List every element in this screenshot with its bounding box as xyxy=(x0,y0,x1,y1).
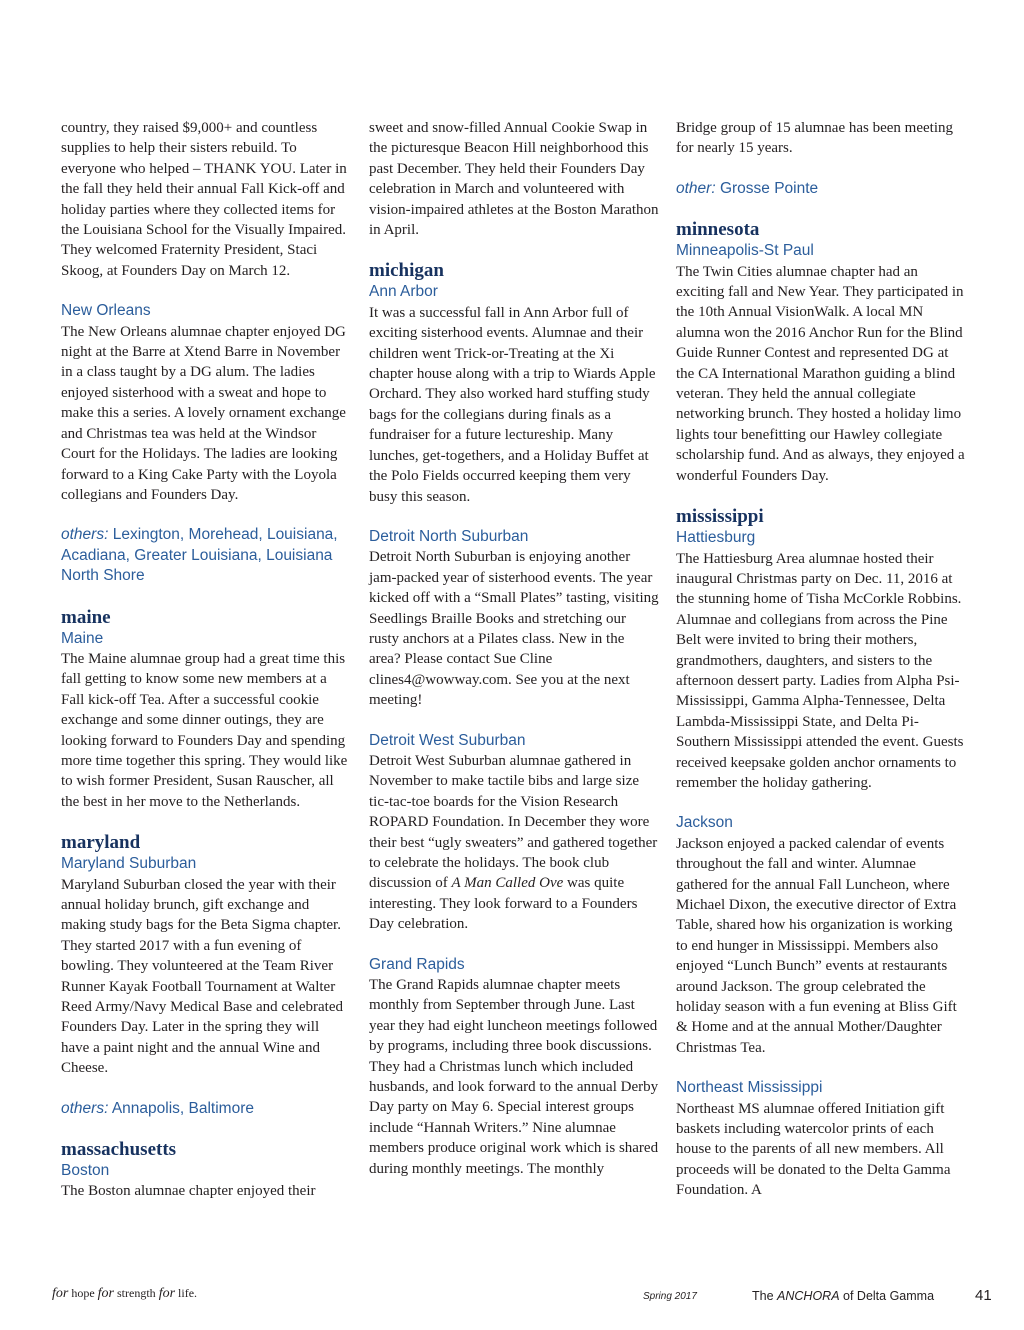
magazine-name: ANCHORA xyxy=(777,1289,840,1303)
state-heading-maine: maine xyxy=(61,606,111,628)
paragraph: It was a successful fall in Ann Arbor full of exciting sisterhood events. Alumnae and their children went Trick-or-Treating at the Xi chapter house along with a trip to Wiards Apple Orchard. They also worked hard stuffing study bags for the collegians during finals as a fundraiser for a future lectureship. Many lunches, get-togethers, and a Holiday Buffet at the Polo Fields occurred keeping them very busy this season. xyxy=(369,304,656,505)
tagline-for: for xyxy=(97,1286,115,1301)
chapter-title-detroit-west-suburban: Detroit West Suburban xyxy=(369,731,526,749)
chapter-title-ann-arbor: Ann Arbor xyxy=(369,283,438,301)
chapter-title-boston: Boston xyxy=(61,1162,110,1180)
paragraph: The New Orleans alumnae chapter enjoyed DG night at the Barre at Xtend Barre in November in a class taught by a DG alum. The ladies enjoyed sisterhood with a sweat and hope to make this a series. A lovely ornament exchange and Christmas tea was held at the Windsor Court for the Holidays. The ladies are looking forward to a King Cake Party with the Loyola collegians and Founders Day. xyxy=(61,323,346,503)
tagline-for: for xyxy=(52,1286,69,1301)
tagline-life: life. xyxy=(178,1286,198,1300)
chapter-title-new-orleans: New Orleans xyxy=(61,302,151,320)
paragraph: The Hattiesburg Area alumnae hosted their inaugural Christmas party on Dec. 11, 2016 at the stunning home of Tisha McCorkle Robbins. Alumnae and collegians from across the Pine Belt were invited to bring their mothers, grandmothers, daughters, and sisters to the afternoon dessert party. Ladies from Alpha Psi-Mississippi, Gamma Alpha-Tennessee, Delta Lambda-Mississippi State, and Delta Pi-Southern Mississippi attended the event. Guests received keepsake golden anchor ornaments to remember the holiday gathering. xyxy=(676,550,964,791)
others-list: Grosse Pointe xyxy=(719,179,819,197)
state-heading-maryland: maryland xyxy=(61,832,141,854)
paragraph: Jackson enjoyed a packed calendar of events throughout the fall and winter. Alumnae gathered for the annual Fall Luncheon, where Michael Dixon, the executive director of Extra Table, shared how his organization is working to end hunger in Mississippi. Members also enjoyed “Lunch Bunch” events at restaurants around Jackson. The group celebrated the holiday season with a fun evening at Bliss Gift & Home and at the annual Mother/Daughter Christmas Tea. xyxy=(676,835,957,1056)
state-heading-mississippi: mississippi xyxy=(676,506,764,528)
state-heading-massachusetts: massachusetts xyxy=(61,1139,177,1161)
others-label: other: xyxy=(676,179,716,197)
paragraph: The Grand Rapids alumnae chapter meets monthly from September through June. Last year they had eight luncheon meetings followed by programs, including three book discussions. They had a Christmas lunch which included husbands, and look forward to the annual Derby Day party on May 6. Special interest groups include “Hannah Writers.” Nine alumnae members produce original work which is shared during monthly meetings. The monthly xyxy=(369,977,659,1177)
text-run: was quite interesting. They look forward to a Founders Day celebration. xyxy=(369,875,638,933)
state-heading-minnesota: minnesota xyxy=(676,219,760,241)
other-chapters-louisiana xyxy=(61,525,351,586)
tagline-for: for xyxy=(158,1286,176,1301)
other-chapters-michigan xyxy=(676,179,966,199)
chapter-title-detroit-north-suburban: Detroit North Suburban xyxy=(369,527,529,545)
tagline-hope: hope xyxy=(71,1286,95,1300)
state-heading-michigan: michigan xyxy=(369,260,444,282)
others-label: others: xyxy=(61,526,109,544)
paragraph: The Maine alumnae group had a great time this fall getting to know some new members at a Fall kick-off Tea. After a successful cookie exchange and some dinner outings, they are looking forward to Founders Day and spending more time together this spring. They would like to wish former President, Susan Rauscher, all the best in her move to the Netherlands. xyxy=(61,650,348,810)
chapter-title-maine: Maine xyxy=(61,629,104,647)
paragraph: The Twin Cities alumnae chapter had an exciting fall and New Year. They participated in the 10th Annual VisionWalk. A local MN alumna won the 2016 Anchor Run for the Blind Guide Runner Contest and represented DG at the CA International Marathon guiding a blind veteran. They held the annual collegiate networking brunch. They hosted a holiday limo lights tour benefitting our Hawley collegiate scholarship fund. And as always, they enjoyed a wonderful Founders Day. xyxy=(676,263,965,484)
paragraph: Maryland Suburban closed the year with their annual holiday brunch, gift exchange and making study bags for the Beta Sigma chapter. They started 2017 with a fun evening of bowling. They volunteered at the Team River Runner Kayak Football Tournament at Walter Reed Army/Navy Medical Base and celebrated Founders Day. Later in the spring they will have a paint night and the annual Wine and Cheese. xyxy=(61,876,343,1077)
paragraph: sweet and snow-filled Annual Cookie Swap in the picturesque Beacon Hill neighborhood this past December. They held their Founders Day celebration in March and volunteered with vision-impaired athletes at the Boston Marathon in April. xyxy=(369,120,659,239)
paragraph xyxy=(369,751,659,935)
magazine-prefix: The xyxy=(752,1289,774,1303)
paragraph: The Boston alumnae chapter enjoyed their xyxy=(61,1183,316,1200)
paragraph: Bridge group of 15 alumnae has been meeting for nearly 15 years. xyxy=(676,120,954,157)
chapter-title-grand-rapids: Grand Rapids xyxy=(369,955,465,973)
footer-tagline xyxy=(52,1286,197,1302)
page-number: 41 xyxy=(975,1287,992,1304)
chapter-title-maryland-suburban: Maryland Suburban xyxy=(61,855,197,873)
column-2 xyxy=(369,118,659,1179)
paragraph: Detroit North Suburban is enjoying another jam-packed year of sisterhood events. The year kicked off with a “Small Plates” tasting, visiting Seedlings Braille Books and stretching our rusty anchors at a Pilates class. New in the area? Please contact Sue Cline clines4@wowway.com. See you at the next meeting! xyxy=(369,549,659,709)
other-chapters-maryland xyxy=(61,1099,351,1119)
magazine-suffix: of Delta Gamma xyxy=(843,1289,935,1303)
text-run: Detroit West Suburban alumnae gathered in November to make tactile bibs and large size tic-tac-toe boards for the Vision Research ROPARD Foundation. In December they wore their best “ugly sweaters” and gathered together to celebrate the holidays. The book club discussion of xyxy=(369,752,658,892)
column-1 xyxy=(61,118,351,1202)
chapter-title-jackson: Jackson xyxy=(676,814,733,832)
others-list: Lexington, Morehead, Louisiana, Acadiana, Greater Louisiana, Louisiana North Shore xyxy=(61,526,338,585)
others-label: others: xyxy=(61,1099,109,1117)
paragraph: Northeast MS alumnae offered Initiation gift baskets including watercolor prints of each house to the parents of all new members. All proceeds will be donated to the Delta Gamma Foundation. A xyxy=(676,1100,951,1199)
chapter-title-northeast-mississippi: Northeast Mississippi xyxy=(676,1079,823,1097)
magazine-title xyxy=(752,1289,934,1303)
chapter-title-minneapolis-st-paul: Minneapolis-St Paul xyxy=(676,242,814,260)
issue-label: Spring 2017 xyxy=(643,1291,697,1302)
others-list: Annapolis, Baltimore xyxy=(111,1099,255,1117)
chapter-title-hattiesburg: Hattiesburg xyxy=(676,529,756,547)
column-3 xyxy=(676,118,966,1201)
paragraph: country, they raised $9,000+ and countless supplies to help their sisters rebuild. To everyone who helped – THANK YOU. Later in the fall they held their annual Fall Kick-off and holiday parties where they collected items for the Louisiana School for the Visually Impaired. They welcomed Fraternity President, Staci Skoog, at Founders Day on March 12. xyxy=(61,120,347,279)
book-title: A Man Called Ove xyxy=(451,875,564,892)
tagline-strength: strength xyxy=(117,1286,156,1300)
